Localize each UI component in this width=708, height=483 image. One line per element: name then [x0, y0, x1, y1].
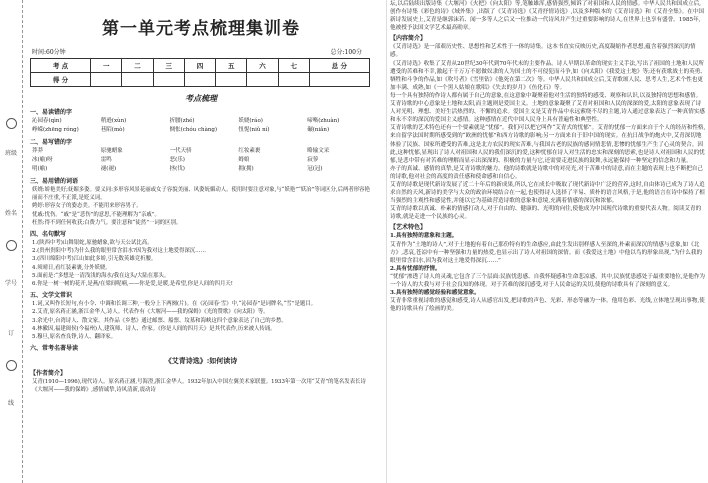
pinyin-item: 惆怅(chóu chàng) [169, 127, 218, 133]
score-blank[interactable] [184, 73, 215, 87]
pinyin-item: 折腰(zhé) [169, 118, 195, 124]
word-item: 雷鸣 [100, 157, 112, 163]
word-row [32, 165, 376, 174]
content-intro-heading: 【内容简介】 [390, 35, 427, 43]
recitation-item: 6.你是一树一树的花开,是燕/在梁间呢喃,——你是爱,是暖,是希望,你是人间的四月天! [32, 281, 233, 288]
content-paragraph: 每一个具有独特的作诗人都有属于自己的意象,在这意象中凝聚着他对生活的独特的感受、观察和认识,以及独特的思想和感情。艾青诗歌的中心意象是土地和太阳,而主题则是爱国主义。土地的意象凝聚了艾青对祖国和人民的深深的爱,太阳的意象表现了诗人对光明、理想、美好生活热烈的、不懈的追求。爱国主义是艾青作品中永远萦绕不尽的主题,诗人通过意象表达了一种真情实感和永不幸的深沉的爱国主义感情。这种感情在近代中国人民身上具有普遍性和典型性。 [390, 92, 706, 124]
pinyin-item: 啼啭(zhuàn) [307, 118, 340, 124]
pinyin-row [32, 117, 376, 126]
recitation-item: 1.(陕西中考)山舞银蛇,原驰蜡象,欲与天公试比高。 [32, 240, 153, 247]
score-table [30, 58, 370, 87]
pinyin-item: 巷陌(mò) [100, 127, 125, 133]
exam-meta [32, 47, 362, 56]
feature-paragraph: 艾青非常重视诗歌的感觉和感受,诗人从感官出发,把诗歌的声色、光彩、形态等融为一体。他用色彩、光线,立体地呈现出事物,使他的诗歌具有了绘画的美。 [390, 298, 705, 313]
word-item: 拥(拥) [238, 166, 254, 172]
page-title: 第一单元考点梳理集训卷 [102, 19, 300, 39]
binding-label-class: 班级 [4, 150, 17, 157]
word-item: 冠(冠) [307, 166, 323, 172]
score-header-row [31, 59, 370, 73]
pinyin-item: 碾(niǎn) [307, 127, 330, 133]
word-item: 红妆素裹 [238, 148, 261, 154]
usage-note: 枉然:得不到任何收获;白费力气。要注意和“徒然”一词的区别。 [32, 219, 182, 226]
book-guide-title: 《艾青诗选》:如何读诗 [164, 356, 238, 366]
word-row [32, 147, 376, 156]
feature-paragraph: 艾青作为“土地的诗人”,对于土地抱有着自己那份特有的生命感应,由此生发出别样感人至深的,朴素而深沉的情感与意象,如《北方》,悲哀,苍凉中有一种坚强和力量的热爱,也显示出了诗人对祖国的深情。而《我爱这土地》中他以鸟的形象出现,“为什么我的眼里常含泪水,因为我对这土地爱得深沉……” [390, 241, 703, 264]
literature-item: 3.余光中,台湾诗人、散文家。其作品《乡愁》通过邮票、船票、坟墓和海峡这四个意象表达了自己的乡愁。 [32, 317, 287, 324]
recitation-item: 4.须晴日,看红装素裹,分外妖娆。 [32, 264, 111, 271]
section-tag: 考点梳理 [185, 93, 217, 103]
word-item: 褪(褪) [100, 166, 117, 172]
content-paragraph: 亦子的真诚、感情的真挚,是艾青诗歌的魅力。他的诗歌就是诗歌中的对亮光,对于苦难中的诗意,而在主题的表现上也不断把自己的诗歌,他对社会的高度的责任感和使命感和自信心。 [390, 165, 703, 180]
binding-hole [6, 118, 17, 129]
score-cell: 六 [247, 59, 278, 73]
binding-label-number: 学号 [4, 280, 17, 287]
score-cell: 七 [278, 59, 309, 73]
binding-label-ding: 订 [7, 330, 14, 337]
word-item: 一代天骄 [169, 148, 192, 154]
left-column [26, 0, 376, 483]
score-row-label: 得 分 [31, 73, 91, 87]
binding-margin [0, 0, 23, 483]
usage-note: 忧戚:忧伤。“戚”是“悲伤”的意思,不能理解为“亲戚”。 [32, 211, 160, 218]
word-item: 拯(伐) [169, 166, 185, 172]
score-blank[interactable] [216, 73, 247, 87]
word-item: 姆娘 [238, 157, 250, 163]
score-cell: 三 [153, 59, 184, 73]
word-item: 原驰蜡象 [100, 148, 123, 154]
binding-hole [6, 360, 17, 371]
section-2-title: 二、易写错的字 [30, 139, 73, 146]
score-cell: 考 点 [31, 59, 91, 73]
exam-time: 时间:60分钟 [32, 49, 66, 56]
score-blank[interactable] [309, 73, 369, 87]
word-item: 恶(乐) [169, 157, 185, 163]
binding-hole [6, 240, 17, 251]
pinyin-item: 稍逊(xùn) [100, 118, 127, 124]
section-4-title: 四、名句默写 [30, 231, 67, 239]
score-blank[interactable] [153, 73, 184, 87]
score-cell: 一 [91, 59, 122, 73]
pinyin-item: 沁园春(qìn) [32, 118, 62, 124]
pinyin-item: 忸怩(niǔ ní) [238, 127, 270, 133]
feature-paragraph: “忧郁”渗透了诗人的灵魂,它包含了三个层面:民族忧患感、自我怀疑感和生命悲凉感。其中,民族忧患感处于最重要地位,是他作为一个诗人的大我与对于社会良知的体现。对于苦难的深沉感受,对于人民命运的关切,使他的诗歌具有了深刻的意义。 [390, 273, 706, 288]
content-paragraph: 艾青的诗歌以真诚、朴素的情感打动人,对于自由的、健康的、光明的向往,使他成为中国现代诗歌的重要代表人物。阅读艾青的诗歌,就是走进一个民族的心灵。 [390, 206, 702, 221]
content-paragraph: 艾青诗歌的艺术特色还有一个要素就是“忧郁”。我们可以把它叫作“艾青式的忧郁”。艾青的忧郁一方面来自于个人的经历和性格,来自留学法国时期所感受到的“欧洲的忧郁”和西方诗歌的影响;另一方面来自于旧中国的现实。在抗日战争的炮火中,艾青深切地体验了民族、国家所遭受的苦难,这是北方农民的现实苦难,与我国古老的民族的感同情悲情,悲惨的忧郁生产生了心灵的契合。因此,这种忧郁,显现出了诗人对祖国和人民的我们深沉的爱,这种忧郁在诗人对生活的忠实和深刻的思索,也是诗人对祖国和人民的忧郁,是悲中带有对苦难的理解而显示出深深的、积极的力量与它,还需要走进民族的鼓舞,永远能保持一种坚定的信念和力量。 [390, 125, 706, 164]
word-item: 冰(喻)呀 [32, 157, 53, 163]
section-3-title: 三、易用错的词语 [30, 178, 79, 185]
pinyin-item: 峥嵘(zhēng róng) [32, 127, 79, 133]
word-item: 莽莽 [32, 148, 44, 154]
word-item: 寂蓼 [307, 157, 319, 163]
content-paragraph: 《艾青诗选》是一部艰历史性、思想性和艺术性于一体的诗集。这本书直实反映历史,高度凝缩作者思想,蕴含着强烈深沉的情感。 [390, 44, 696, 59]
content-paragraph: 艾青的诗歌是现代新诗发展了近二十年后的新成果,所以,它在成长中吸取了现代新诗中广泛的营养,这时,自由体诗已成为了诗人追求自然的天风,新诗的美学与大众的政治环境结合在一起,也使得诗人选择了平易、质朴的语言风格,于是,他的语言在诗中保持了相当强烈的主观性和感觉性,并能以它为基础营造诗歌的意象和意境,充满着情感的深沉和浓郁。 [390, 181, 705, 205]
right-column [386, 0, 706, 483]
score-cell: 五 [216, 59, 247, 73]
pinyin-item: 妖娆(ráo) [238, 118, 263, 124]
word-item: 明(喻) [32, 166, 48, 172]
author-intro-text: 艾青(1910—1996),现代诗人。原名蒋正涵,号海澄,浙江金华人。1932年加入中国左翼美术家联盟。1933年第一次用“艾青”的笔名发表长诗《大堰河——我的保姆》,感情诚挚,诗风清新,震动诗 [32, 379, 366, 394]
literature-item: 1.词,又叫作长短句,有小令、中调和长调三种,一般分上下两阕(片)。在《沁园春·雪》中,“沁园春”是词牌名,“雪”是题目。 [32, 301, 317, 308]
art-features-heading: 【艺术特色】 [390, 224, 427, 232]
section-6-title: 六、常考名著导读 [30, 345, 79, 353]
section-1-title: 一、易读错的字 [30, 109, 73, 116]
score-cell: 二 [122, 59, 153, 73]
literature-item: 4.林徽因,福建闽侯(今福州)人,建筑师、诗人、作家。《你是人间的四月天》是其代表作,历来被人传诵。 [32, 325, 276, 332]
score-cell: 四 [184, 59, 215, 73]
feature-item: 3.具有独特的感觉经验和感觉意象。 [390, 290, 480, 297]
word-item: 略输文采 [307, 148, 330, 154]
score-blank[interactable] [247, 73, 278, 87]
literature-item: 2.艾青,原名蒋正涵,浙江金华人,诗人。代表作有《大堰河——我的保姆》《光的赞歌》《向太阳》等。 [32, 309, 269, 316]
score-cell: 总 分 [309, 59, 369, 73]
author-intro-heading: 【作者简介】 [30, 370, 67, 378]
section-5-title: 五、文学文常识 [30, 292, 73, 300]
score-blank[interactable] [122, 73, 153, 87]
exam-total: 总分:100分 [330, 49, 362, 56]
usage-note: 妖娆:娇艳美好;妩媚多姿。要义同:多形容风景花丽或女子容貌美丽、风姿妩媚动人。使用时要注意对象,与“妖艳”“妖冶”等词区分,后两者形容艳丽而不庄重,不正派,是贬义词。 [32, 187, 370, 202]
recitation-item: 5.面前是:“多想是一清浅浅的海水/我在这头/大陆在那头。 [32, 272, 170, 279]
binding-label-xian: 线 [7, 400, 14, 407]
score-value-row [31, 73, 370, 87]
author-intro-continued: 坛,以后陆续出版诗集《大堰河》《火把》《向太阳》等,笔触雄浑,感情强烈,倾诉了对祖国和人民的情感。中华人民共和国成立后,创作有诗集《彩色的诗》《域外集》,出版了《艾青诗选》《艾青抒情诗选》,以及多种版本的《艾青诗选》和《艾青全集》。在中国新诗发展史上,艾青是继郭沫若、闻一多等人之后又一位推动一代诗风并产生过重要影响的诗人,在世界上也享有盛誉。1985年,他被授予法国文学艺术最高勋章。 [390, 1, 705, 32]
content-paragraph: 《艾青诗选》收集了艾青从20世纪30年代到70年代末的主要作品。诗人早期以革命的现实主义手法,写出了祖国的土地和人民所遭受的苦难和不幸,激起千千万万不愿做奴隶的人为国土的不可侵犯而斗争,如《向太阳》《我爱这土地》等;还有获歌战士的英勇、牺牲和斗争的作品,如《吹号者》《雪里钻》《他死在第二次》等。中华人民共和国成立后,艾青歌颂人民、思考人生,艺术个性也更加丰满、成熟,如《一个黑人姑娘在歌唱》《失去的岁月》《鱼化石》等。 [390, 60, 706, 91]
score-blank[interactable] [91, 73, 122, 87]
usage-note: 娉婷:形容女子的姿态美。不能用来形容男子。 [32, 203, 142, 210]
score-blank[interactable] [278, 73, 309, 87]
literature-item: 5.穆旦,原名查良铮,诗人、翻译家。 [32, 334, 117, 341]
recitation-item: 2.(贵州贵阳中考)为什么我的眼里常含泪水?因为我对这土地爱得深沉…… [32, 248, 206, 255]
word-row [32, 156, 376, 165]
recitation-item: 3.(四川绵阳中考)江山如此多娇,引无数英雄竞折腰。 [32, 256, 157, 263]
feature-item: 2.具有忧郁的抒情。 [390, 265, 441, 272]
pinyin-row [32, 126, 376, 135]
binding-label-name: 姓名 [4, 210, 17, 217]
feature-item: 1.具有独特的意象和主题。 [390, 233, 458, 240]
